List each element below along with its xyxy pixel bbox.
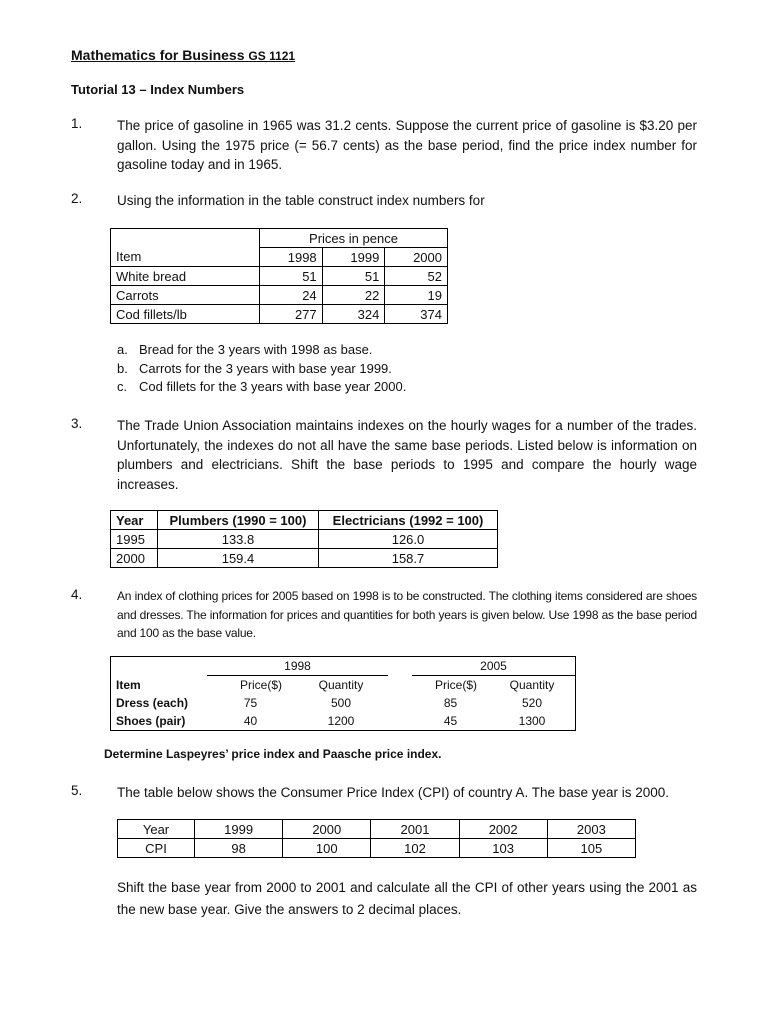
question-3-text: The Trade Union Association maintains indexes on the hourly wages for a number of the trades. Unfortunately, the indexes do not all have the same base periods. Listed below is information on plumbers and electricians. Shift the base periods to 1995 and compare the hourly wage increases.: [117, 418, 697, 492]
question-2-parts: [117, 341, 406, 397]
price-cell: 24: [260, 286, 323, 305]
wage-index-table: [110, 510, 498, 568]
electricians-header: Electricians (1992 = 100): [319, 511, 498, 530]
tutorial-title: Tutorial 13 – Index Numbers: [71, 82, 245, 97]
page-title: [71, 47, 295, 63]
cpi-cell: 98: [195, 839, 283, 858]
table-row: [111, 530, 498, 549]
year-cell: 2000: [283, 820, 371, 839]
table-row: [111, 657, 576, 676]
price-cell: 52: [385, 267, 448, 286]
year-2005-header: 2005: [412, 657, 576, 676]
list-item: [117, 378, 406, 397]
question-4-determine: Determine Laspeyres’ price index and Paasche price index.: [104, 747, 442, 761]
table-row: [111, 229, 448, 248]
year-cell: 2001: [371, 820, 459, 839]
price-cell: 85: [443, 696, 458, 710]
table-row: [118, 820, 636, 839]
part-text: Cod fillets for the 3 years with base year 2000.: [139, 379, 407, 394]
table-row: [111, 676, 576, 695]
price-cell: 51: [322, 267, 385, 286]
list-item: [117, 360, 406, 379]
table-row: [111, 511, 498, 530]
item-header: Item: [116, 677, 141, 692]
cpi-label: CPI: [118, 839, 195, 858]
cpi-cell: 105: [547, 839, 635, 858]
price-cell: 51: [260, 267, 323, 286]
price-cell: 75: [243, 696, 258, 710]
course-title: Mathematics for Business: [71, 47, 245, 63]
table-row: [111, 694, 576, 712]
question-5-number: 5.: [71, 783, 83, 798]
year-cell: 1995: [111, 530, 158, 549]
electricians-cell: 126.0: [319, 530, 498, 549]
table-cell: [111, 229, 260, 248]
question-2-text: Using the information in the table construct index numbers for: [117, 193, 485, 208]
cpi-cell: 103: [459, 839, 547, 858]
clothing-table: [110, 656, 576, 731]
question-5-text: The table below shows the Consumer Price Index (CPI) of country A. The base year is 2000.: [117, 785, 670, 800]
plumbers-cell: 159.4: [158, 549, 319, 568]
item-cell: Cod fillets/lb: [111, 305, 260, 324]
price-cell: 22: [322, 286, 385, 305]
year-1998-header: 1998: [207, 657, 388, 676]
table-row: [111, 267, 448, 286]
table-cell: [388, 676, 412, 695]
part-letter: c.: [117, 379, 128, 394]
year-header: 1998: [260, 248, 323, 267]
question-1-text: The price of gasoline in 1965 was 31.2 cents. Suppose the current price of gasoline is $3.20 per gallon. Using the 1975 price (= 56.7 cents) as the base period, find the price index number for gasoline today and in 1965.: [117, 118, 697, 172]
item-cell: Carrots: [111, 286, 260, 305]
year-cell: 2002: [459, 820, 547, 839]
table-cell: [388, 694, 412, 712]
table-row: [118, 839, 636, 858]
price-cell: 45: [443, 714, 458, 728]
quantity-cell: 500: [330, 696, 352, 710]
year-cell: 1999: [195, 820, 283, 839]
year-label: Year: [118, 820, 195, 839]
quantity-cell: 520: [521, 696, 543, 710]
plumbers-cell: 133.8: [158, 530, 319, 549]
price-cell: 324: [322, 305, 385, 324]
question-2-number: 2.: [71, 191, 83, 206]
cpi-cell: 100: [283, 839, 371, 858]
table-row: [111, 286, 448, 305]
price-cell: 19: [385, 286, 448, 305]
question-4-number: 4.: [71, 587, 83, 602]
year-header: 2000: [385, 248, 448, 267]
table-cell: [388, 712, 412, 731]
table-row: [111, 305, 448, 324]
quantity-header: Quantity: [509, 678, 555, 692]
quantity-cell: 1200: [327, 714, 355, 728]
item-header: Item: [111, 248, 260, 267]
part-text: Bread for the 3 years with 1998 as base.: [139, 342, 373, 357]
electricians-cell: 158.7: [319, 549, 498, 568]
year-header: 1999: [322, 248, 385, 267]
price-cell: 277: [260, 305, 323, 324]
table-cell: [388, 657, 412, 676]
part-letter: b.: [117, 360, 128, 376]
course-code: GS 1121: [248, 49, 296, 63]
question-1-number: 1.: [71, 116, 83, 131]
cpi-table: [117, 819, 636, 858]
price-header: Price($): [239, 678, 282, 692]
table-row: [111, 549, 498, 568]
item-cell: White bread: [111, 267, 260, 286]
question-4-text: An index of clothing prices for 2005 based on 1998 is to be constructed. The clothing items considered are shoes and dresses. The information for prices and quantities for both years is given below. Use 1998 as the base period and 100 as the base value.: [117, 589, 697, 640]
year-header: Year: [111, 511, 158, 530]
table-row: [111, 712, 576, 731]
price-cell: 374: [385, 305, 448, 324]
table-row: [111, 248, 448, 267]
cpi-cell: 102: [371, 839, 459, 858]
quantity-cell: 1300: [518, 714, 546, 728]
prices-group-header: Prices in pence: [260, 229, 448, 248]
price-header: Price($): [434, 678, 477, 692]
question-3-number: 3.: [71, 416, 83, 431]
item-cell: Dress (each): [116, 696, 189, 710]
price-cell: 40: [243, 714, 258, 728]
quantity-header: Quantity: [318, 678, 364, 692]
part-letter: a.: [117, 342, 128, 357]
table-cell: [111, 657, 208, 676]
year-cell: 2000: [111, 549, 158, 568]
plumbers-header: Plumbers (1990 = 100): [158, 511, 319, 530]
year-cell: 2003: [547, 820, 635, 839]
prices-table: [110, 228, 448, 324]
part-text: Carrots for the 3 years with base year 1999.: [139, 360, 392, 376]
list-item: [117, 341, 406, 360]
question-5-instruction: Shift the base year from 2000 to 2001 and calculate all the CPI of other years using the 2001 as the new base year. Give the answers to 2 decimal places.: [117, 880, 697, 917]
item-cell: Shoes (pair): [116, 714, 186, 728]
